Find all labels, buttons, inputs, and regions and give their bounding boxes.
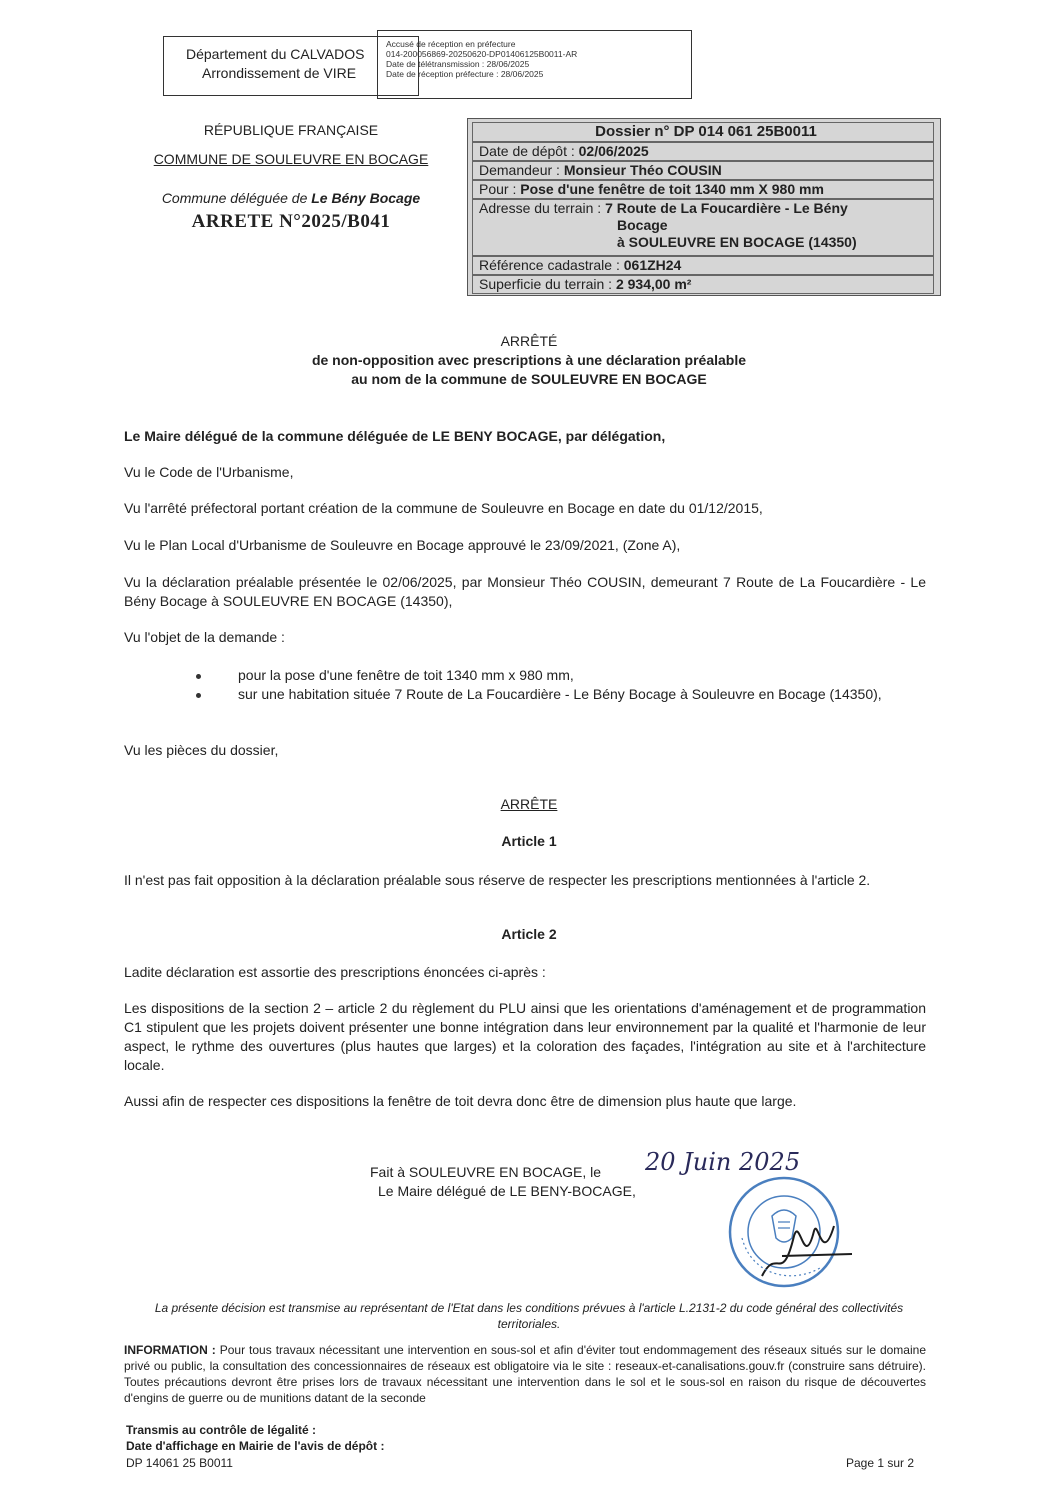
department-line: Département du CALVADOS — [186, 46, 365, 62]
bullet-text: pour la pose d'une fenêtre de toit 1340 mm x 980 mm, — [238, 667, 574, 683]
article-2-paragraph: Les dispositions de la section 2 – article 2 du règlement du PLU ainsi que les orientations d'aménagement et de programmation C1 stipulent que les projets doivent présenter une bonne intégration dans leur environnement par la qualité et l'harmonie de leur aspect, le rythme des ouvertures (plus hautes que larges) et la coloration des façades, l'intégration au site et à l'architecture locale. — [124, 1000, 926, 1073]
dossier-depot-row — [472, 142, 934, 161]
commune-heading: COMMUNE DE SOULEUVRE EN BOCAGE — [153, 151, 429, 167]
arrondissement-line: Arrondissement de VIRE — [202, 65, 357, 81]
dossier-reference: DP 14061 25 B0011 — [126, 1456, 233, 1470]
pour-label: Pour : — [479, 181, 521, 197]
demandeur-label: Demandeur : — [479, 162, 564, 178]
arrete-subtitle-2: au nom de la commune de SOULEUVRE EN BOCAGE — [351, 371, 707, 387]
vu-paragraph: Vu l'arrêté préfectoral portant création de la commune de Souleuvre en Bocage en date du 01/12/2015, — [124, 500, 763, 516]
dossier-pour-row — [472, 180, 934, 199]
depot-value: 02/06/2025 — [578, 143, 649, 159]
receipt-line: 014-200056869-20250620-DP01406125B0011-AR — [386, 49, 578, 59]
transmission-footnote: La présente décision est transmise au représentant de l'Etat dans les conditions prévues à l'article L.2131-2 du code général des collectivités territoriales. — [154, 1301, 904, 1331]
information-text: Pour tous travaux nécessitant une intervention en sous-sol et afin d'éviter tout endommagement des réseaux situés sur le domaine privé ou public, la consultation des concessionnaires de réseaux est obligatoire via le site : reseaux-et-canalisations.gouv.fr (construire sans détruire). Toutes précautions devront être prises lors de travaux nécessitant une intervention dans le sol et le sous-sol en raison du risque de découvertes d'engins de guerre ou de munitions datant de la seconde — [124, 1343, 926, 1405]
superficie-value: 2 934,00 m² — [615, 276, 692, 292]
deleguee-prefix: Commune déléguée de — [161, 190, 312, 206]
receipt-line: Date de télétransmission : 28/06/2025 — [386, 59, 530, 69]
bullet-icon — [196, 693, 201, 698]
arrete-heading: ARRÊTE — [500, 796, 558, 812]
adresse-line2: Bocage — [617, 217, 668, 233]
vu-paragraph: Vu la déclaration préalable présentée le 02/06/2025, par Monsieur Théo COUSIN, demeurant 7 Route de La Foucardière - Le Bény Bocage à SOULEUVRE EN BOCAGE (14350), — [124, 574, 926, 609]
article-1-title: Article 1 — [501, 833, 557, 849]
arrete-title: ARRÊTÉ — [500, 333, 558, 349]
information-label: INFORMATION : — [124, 1343, 220, 1357]
prefecture-receipt-box — [377, 30, 692, 99]
dossier-cadastre-row — [472, 256, 934, 275]
bullet-text: sur une habitation située 7 Route de La Foucardière - Le Bény Bocage à Souleuvre en Bocage (14350), — [238, 686, 882, 702]
article-2-paragraph: Ladite déclaration est assortie des prescriptions énoncées ci-après : — [124, 964, 546, 980]
vu-paragraph: Vu le Code de l'Urbanisme, — [124, 464, 294, 480]
receipt-line: Accusé de réception en préfecture — [386, 39, 516, 49]
dossier-title: Dossier n° DP 014 061 25B0011 — [472, 122, 934, 142]
dossier-demandeur-row — [472, 161, 934, 180]
superficie-label: Superficie du terrain : — [479, 276, 616, 292]
vu-paragraph: Vu l'objet de la demande : — [124, 629, 285, 645]
information-paragraph — [124, 1342, 926, 1406]
article-1-text: Il n'est pas fait opposition à la déclaration préalable sous réserve de respecter les prescriptions mentionnées à l'article 2. — [124, 872, 871, 888]
depot-label: Date de dépôt : — [479, 143, 579, 159]
vu-paragraph: Vu le Plan Local d'Urbanisme de Souleuvre en Bocage approuvé le 23/09/2021, (Zone A), — [124, 537, 681, 553]
pour-value: Pose d'une fenêtre de toit 1340 mm X 980 mm — [520, 181, 824, 197]
adresse-value: 7 Route de La Foucardière - Le Bény — [605, 200, 848, 216]
cadastre-value: 061ZH24 — [623, 257, 682, 273]
dossier-table — [467, 118, 941, 296]
stamp-seal-icon — [722, 1176, 872, 1296]
page-number: Page 1 sur 2 — [846, 1456, 915, 1470]
vu-paragraph: Vu les pièces du dossier, — [124, 742, 279, 758]
adresse-line — [479, 200, 933, 217]
article-2-paragraph: Aussi afin de respecter ces dispositions la fenêtre de toit devra donc être de dimension plus haute que large. — [124, 1093, 797, 1109]
adresse-line3: à SOULEUVRE EN BOCAGE (14350) — [617, 234, 857, 250]
arrete-number: ARRETE N°2025/B041 — [191, 211, 391, 232]
receipt-line: Date de réception préfecture : 28/06/2025 — [386, 69, 544, 79]
deleguee-name: Le Bény Bocage — [311, 190, 421, 206]
dossier-adresse-row — [472, 199, 934, 256]
adresse-label: Adresse du terrain : — [479, 200, 606, 216]
demandeur-value: Monsieur Théo COUSIN — [563, 162, 722, 178]
cadastre-label: Référence cadastrale : — [479, 257, 624, 273]
official-stamp — [722, 1176, 872, 1301]
article-2-title: Article 2 — [501, 926, 557, 942]
fait-a-line: Fait à SOULEUVRE EN BOCAGE, le — [370, 1164, 602, 1180]
affichage-label: Date d'affichage en Mairie de l'avis de dépôt : — [126, 1439, 385, 1453]
republique-heading: RÉPUBLIQUE FRANÇAISE — [203, 122, 379, 138]
dossier-superficie-row — [472, 275, 934, 294]
maire-statement: Le Maire délégué de la commune déléguée de LE BENY BOCAGE, par délégation, — [124, 428, 666, 444]
transmis-label: Transmis au contrôle de légalité : — [126, 1423, 317, 1437]
bullet-icon — [196, 674, 201, 679]
handwritten-date: 20 Juin 2025 — [645, 1148, 801, 1176]
commune-deleguee — [126, 190, 456, 206]
arrete-subtitle: de non-opposition avec prescriptions à une déclaration préalable — [311, 352, 747, 368]
maire-signature-line: Le Maire délégué de LE BENY-BOCAGE, — [378, 1183, 636, 1199]
